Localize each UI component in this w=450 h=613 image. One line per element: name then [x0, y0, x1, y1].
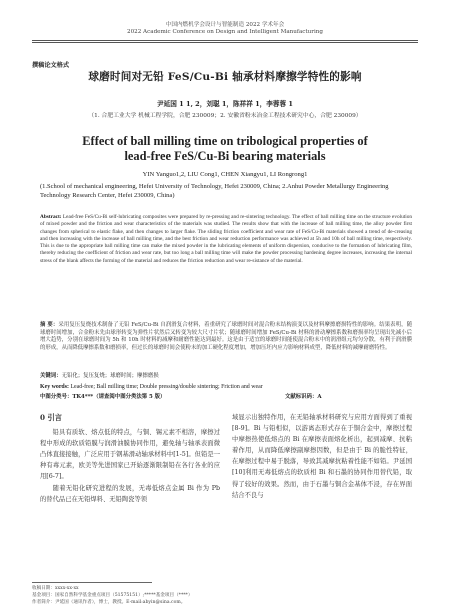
chinese-keywords-label: 关键词： — [40, 373, 62, 379]
english-title-line1: Effect of ball milling time on tribological properties of — [82, 134, 368, 148]
english-abstract-text: Lead-free FeS/Cu-Bi self-lubricating composites were prepared by re-pressing and re-sintering technology. The effect of ball milling time on the structure evolution of mixed powder and the friction and wear characteristics of the materials was studied. The results show that with the increase of ball milling time, the alloy powder first changes from spherical to elastic flake, and then changes to larger flake. The sliding friction coefficient and wear rate of FeS/Cu-Bi materials showed a trend of de-creasing and then increasing with the increase of ball milling time, and the best friction and wear reduction performance was achieved at 5h and 10h of ball milling time, respectively. This is due to the appropriate ball milling time can make the mixed powder in the lubricating elements of uniform dispersion, conducive to the formation of lubricating film, thereby reducing the coefficient of friction and wear rate, but too long a ball milling time will make the powder processing hardening degree increases, increasing the internal stress of the blank affects the forming of the material and reduces the friction reduction and wear re-sistance of the material. — [40, 214, 412, 264]
english-title — [0, 134, 450, 164]
document-code: 文献标识码：A — [285, 394, 322, 400]
body-paragraph: 铅具有质软、熔点低的特点，与铜、锡元素不相溶，摩擦过程中形成的软质铅膜与润滑油膜协同作用，避免轴与轴承表面微凸体直接接触，广泛应用于钢基滑动轴承材料中[1-5]。但铅是一种有毒元素，欧美等先进国家已开始逐渐限制铅在各行各业的应用[6-7]。 — [40, 429, 220, 481]
footnote-received: 收稿日期：xxxx-xx-xx — [32, 586, 79, 591]
article-category: 撰稿论文格式 — [32, 62, 70, 69]
header-rule-2 — [32, 42, 418, 43]
chinese-keywords — [40, 373, 412, 380]
running-header — [0, 22, 450, 36]
english-abstract — [40, 214, 412, 265]
english-keywords-text: Lead-free; Ball milling time; Double pressing/double sintering; Friction and wear — [68, 384, 263, 390]
chinese-abstract-label: 摘 要： — [40, 322, 59, 328]
classification-line — [40, 394, 412, 401]
english-keywords-label: Key words: — [40, 384, 69, 390]
classification-code: 中图分类号：TK4***（请查阅中图分类法第 5 版） — [40, 394, 166, 400]
footnote-rule — [32, 582, 152, 583]
header-line-cn: 中国内燃机学会设计与智能制造 2022 学术年会 — [165, 22, 285, 28]
english-keywords — [40, 384, 412, 391]
english-abstract-label: Abstract: — [40, 214, 62, 220]
body-paragraph: 域显示出独特作用，在无铅轴承材料研究与应用方面得到了重视[8-9]。Bi 与铅相似，以游离态形式存在于铜合金中，摩擦过程中摩擦热使低熔点的 Bi 在摩擦表面熔化析出，起到减摩、抗粘着作用，从而降低摩擦副摩擦因数，但是由于 Bi 的脆性特征，在摩擦过程中易于脱落，导致其减摩抗粘着性能不如铅。尹延国[10]利用无毒低熔点的软质相 Bi 和石墨的协同作用替代铅，取得了较好的效果。然而，由于石墨与铜合金基体不浸，存在界面结合不良与 — [232, 414, 412, 499]
footnote-funding: 基金项目：国家自然科学基金重点项目（51575151）;*****基金项目（****） — [32, 593, 193, 599]
section-heading-introduction: 0 引言 — [40, 413, 62, 422]
chinese-title: 球磨时间对无铅 FeS/Cu-Bi 轴承材料摩擦学特性的影响 — [88, 71, 362, 83]
chinese-abstract — [40, 322, 412, 352]
chinese-abstract-text: 采用复压复烧技术制备了无铅 FeS/Cu-Bi 自润滑复合材料，着重研究了球磨时间对混合粉末结构演变以及材料摩擦磨损特性的影响。结果表明，随球磨时间增加，合金粉末先由球形转变为弹性片状然后又转变为较大尺寸片状；随球磨时间增加 FeS/Cu-Bi 材料的滑动摩擦系数和磨损率均呈现出先减小后增大趋势，分别在球磨时间为 5h 和 10h 时材料的减摩和耐磨性能达到最好。这是由于适宜的球磨时间能使混合粉末中的润滑组元均匀分散，有利于润滑膜的形成，从而降低摩擦系数和磨损率，但过长的球磨时间会使粉末的加工硬化程度增加，增加压坯内应力影响材料成型，降低材料的减摩耐磨特性。 — [40, 322, 412, 351]
footnote — [32, 585, 192, 607]
chinese-authors: 尹延国 1 1, 2，刘聪 1，陈祥祥 1，李蓉蓉 1 — [157, 100, 293, 108]
chinese-affiliation: （1. 合肥工业大学 机械工程学院，合肥 230009；2. 安徽省粉末冶金工程技术研究中心，合肥 230009） — [88, 113, 362, 119]
body-column-left — [40, 412, 220, 505]
footnote-author: 作者简介：尹延国（通讯作者），博士，教授。E-mail:abyin@sina.com。 — [32, 600, 186, 606]
english-title-line2: lead-free FeS/Cu-Bi bearing materials — [124, 149, 326, 163]
header-line-en: 2022 Academic Conference on Design and Intelligent Manufacturing — [127, 29, 323, 35]
body-column-right — [232, 412, 412, 501]
english-affiliation: (1.School of mechanical engineering, Hefei University of Technology, Hefei 230009, China; 2.Anhui Powder Metallurgy Engineering Technology Research Center, Hefei 230009, China) — [40, 183, 389, 199]
english-authors: YIN Yanguo1,2, LIU Cong1, CHEN Xiangyu1, LI Rongrong1 — [142, 171, 308, 178]
chinese-keywords-text: 无铅化；复压复烧；球磨时间；摩擦磨损 — [61, 373, 159, 379]
body-paragraph: 随着无铅化研究进程的发展，无毒低熔点金属 Bi 作为 Pb 的替代品已在无铅焊料、无铅陶瓷等领 — [40, 484, 220, 503]
header-rule — [32, 40, 418, 41]
